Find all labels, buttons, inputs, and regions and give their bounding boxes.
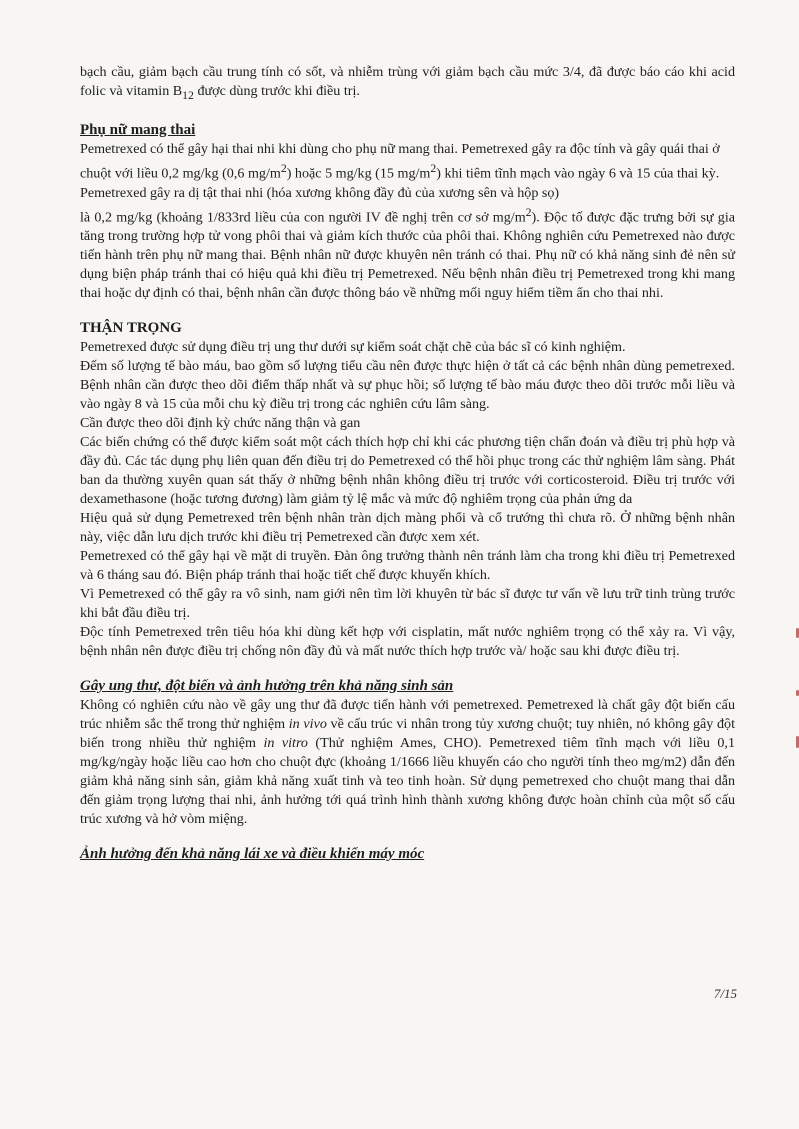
driving-heading: Ảnh hưởng đến khả năng lái xe và điều khiển máy móc (80, 846, 425, 863)
caution-heading: THẬN TRỌNG (80, 320, 182, 337)
pregnancy-heading: Phụ nữ mang thai (80, 121, 196, 138)
pregnancy-paragraph-2: là 0,2 mg/kg (khoảng 1/833rd liều của con người IV đề nghị trên cơ sở $mg/m^2$). Độc tố được đặc trưng bởi sự gia tăng trong trường hợp tử vong phôi thai và giảm kích thước của phôi thai. Không nghiên cứu Pemetrexed nào được tiến hành trên phụ nữ mang thai. Bệnh nhân nữ được khuyên nên tránh có thai. Phụ nữ có khả năng sinh đẻ nên sử dụng biện pháp tránh thai có hiệu quả khi điều trị Pemetrexed. Nếu bệnh nhân điều trị Pemetrexed trong khi mang thai hoặc dự định có thai, bệnh nhân cần được thông báo về những mối nguy hiểm tiềm ẩn cho thai nhi. (80, 205, 735, 302)
page-number: 7/15 (713, 986, 737, 1001)
caution-paragraph-3: Cần được theo dõi định kỳ chức năng thận và gan (80, 415, 361, 432)
carcinogenicity-heading: Gây ung thư, đột biến và ảnh hưởng trên khả năng sinh sản (80, 678, 454, 695)
caution-paragraph-2: Đếm số lượng tế bào máu, bao gồm số lượng tiểu cầu nên được thực hiện ở tất cả các bệnh nhân dùng pemetrexed. Bệnh nhân cần được theo dõi điểm thấp nhất và sự phục hồi; số lượng tế bào máu được theo dõi trước mỗi liều và vào ngày 8 và 15 của mỗi chu kỳ điều trị trong các nghiên cứu lâm sàng. (80, 358, 735, 413)
intro-paragraph: bạch cầu, giảm bạch cầu trung tính có sốt, và nhiễm trùng với giảm bạch cầu mức 3/4, đã được báo cáo khi acid folic và vitamin $B_{12}$ được dùng trước khi điều trị. (80, 64, 735, 102)
caution-paragraph-1: Pemetrexed được sử dụng điều trị ung thư dưới sự kiểm soát chặt chẽ của bác sĩ có kinh nghiệm. (80, 339, 626, 356)
caution-paragraph-4: Các biến chứng có thể được kiểm soát một cách thích hợp chỉ khi các phương tiện chẩn đoán và điều trị phù hợp và đầy đủ. Các tác dụng phụ liên quan đến điều trị do Pemetrexed có thể hồi phục trong các thử nghiệm lâm sàng. Phát ban da thường xuyên quan sát thấy ở những bệnh nhân không điều trị trước với corticosteroid. Điều trị trước với dexamethasone (hoặc tương đương) làm giảm tỷ lệ mắc và mức độ nghiêm trọng của phản ứng da (80, 434, 735, 508)
caution-paragraph-8: Độc tính Pemetrexed trên tiêu hóa khi dùng kết hợp với cisplatin, mất nước nghiêm trọng có thể xảy ra. Vì vậy, bệnh nhân nên được điều trị chống nôn đầy đủ và mất nước thích hợp trước và/ hoặc sau khi được điều trị. (80, 624, 735, 660)
caution-paragraph-5: Hiệu quả sử dụng Pemetrexed trên bệnh nhân tràn dịch màng phổi và cổ trướng thì chưa rõ. Ở những bệnh nhân này, việc dẫn lưu dịch trước khi điều trị Pemetrexed cần được xem xét. (80, 510, 735, 546)
carcinogenicity-paragraph: Không có nghiên cứu nào về gây ung thư đã được tiến hành với pemetrexed. Pemetrexed là chất gây đột biến cấu trúc nhiễm sắc thể trong thử nghiệm in vivo về cấu trúc vi nhân trong tủy xương chuột; tuy nhiên, nó không gây đột biến trong nhiều thử nghiệm in vitro (Thử nghiệm Ames, CHO). Pemetrexed tiêm tĩnh mạch với liều 0,1 mg/kg/ngày hoặc liều cao hơn cho chuột đực (khoảng 1/1666 liều khuyến cáo cho người tính theo mg/m2) dẫn đến giảm khả năng sinh sản, giảm khả năng xuất tinh và teo tinh hoàn. Sử dụng pemetrexed cho chuột mang thai dẫn đến giảm trọng lượng thai nhi, ảnh hưởng tới quá trình hình thành xương không được hoàn chỉnh của một số cấu trúc xương và hở vòm miệng. (80, 697, 735, 828)
pregnancy-paragraph-1: Pemetrexed có thể gây hại thai nhi khi dùng cho phụ nữ mang thai. Pemetrexed gây ra độc tính và gây quái thai ở chuột với liều 0,2 mg/kg (0,6 $mg/m^2$) hoặc 5 mg/kg (15 $mg/m^2$) khi tiêm tĩnh mạch vào ngày 6 và 15 của thai kỳ. Pemetrexed gây ra dị tật thai nhi (hóa xương không đầy đủ của xương sên và hộp sọ) (80, 140, 720, 201)
caution-paragraph-6: Pemetrexed có thể gây hại về mặt di truyền. Đàn ông trưởng thành nên tránh làm cha trong khi điều trị Pemetrexed và 6 tháng sau đó. Biện pháp tránh thai hoặc tiết chế được khuyến khích. (80, 548, 735, 584)
caution-paragraph-7: Vì Pemetrexed có thể gây ra vô sinh, nam giới nên tìm lời khuyên từ bác sĩ được tư vấn về lưu trữ tinh trùng trước khi bắt đầu điều trị. (80, 586, 735, 622)
